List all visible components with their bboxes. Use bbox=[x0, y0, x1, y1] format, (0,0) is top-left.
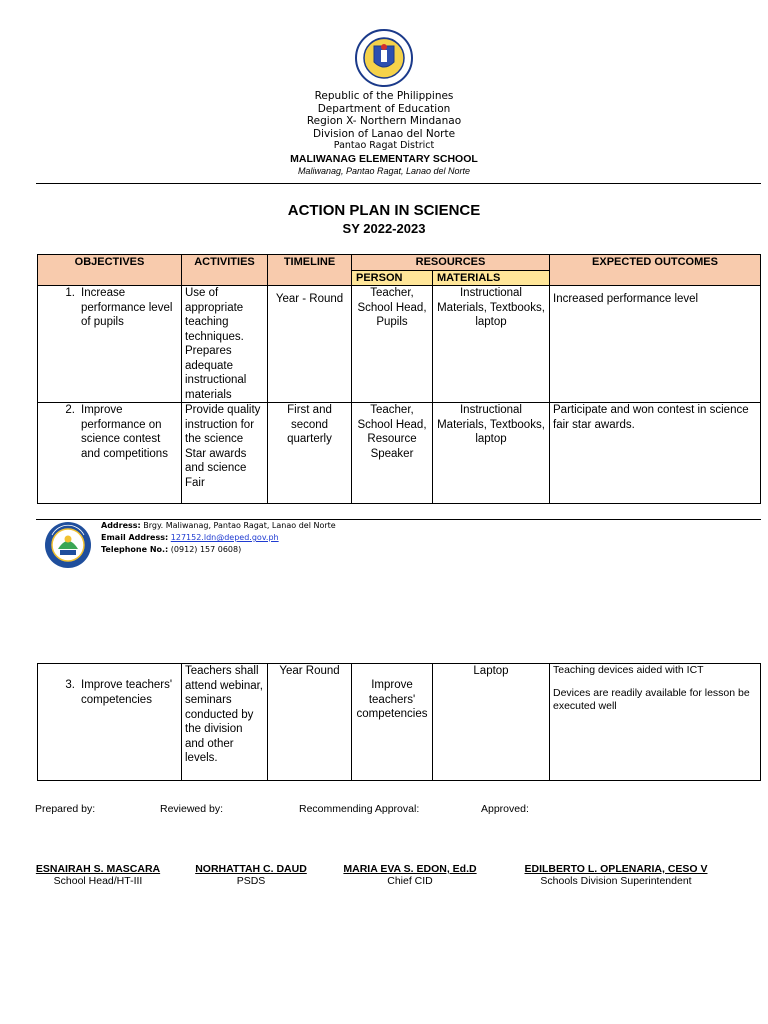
signatory-name: ESNAIRAH S. MASCARA bbox=[35, 863, 161, 875]
outcome-cell: Participate and won contest in science fair star awards. bbox=[550, 403, 761, 504]
header-line-department: Department of Education bbox=[317, 102, 451, 115]
header-school-name: MALIWANAG ELEMENTARY SCHOOL bbox=[290, 152, 478, 165]
activity-cell: Provide quality instruction for the science Star awards and science Fair bbox=[182, 403, 268, 504]
table-row bbox=[38, 403, 761, 504]
person-cell: Teacher, School Head, Resource Speaker bbox=[352, 403, 433, 504]
footer-contact bbox=[101, 520, 336, 556]
phone-label: Telephone No.: bbox=[101, 545, 169, 554]
header-line-republic: Republic of the Philippines bbox=[314, 90, 454, 102]
header-line-region: Region X- Northern Mindanao bbox=[306, 115, 462, 127]
signatory-title: PSDS bbox=[236, 875, 266, 887]
signatory-reviewed bbox=[186, 863, 316, 887]
header-timeline: TIMELINE bbox=[268, 255, 352, 286]
signatory-name: EDILBERTO L. OPLENARIA, CESO V bbox=[524, 863, 708, 875]
activity-cell: Teachers shall attend webinar, seminars conducted by the division and other levels. bbox=[182, 664, 268, 781]
outcome-cell bbox=[550, 664, 761, 781]
page-title: ACTION PLAN IN SCIENCE bbox=[287, 202, 481, 219]
table-row bbox=[38, 286, 761, 403]
deped-seal-icon bbox=[354, 28, 414, 88]
prepared-by-label: Prepared by: bbox=[35, 803, 96, 815]
header-line-division: Division of Lanao del Norte bbox=[312, 127, 456, 140]
row-number: 2. bbox=[65, 404, 75, 416]
outcome-line: Devices are readily available for lesson be executed well bbox=[553, 687, 750, 712]
school-logo-icon bbox=[44, 521, 92, 569]
recommending-approval-label: Recommending Approval: bbox=[299, 803, 420, 815]
outcome-cell: Increased performance level bbox=[550, 286, 761, 403]
email-link[interactable]: 127152.ldn@deped.gov.ph bbox=[170, 533, 279, 542]
signatory-prepared bbox=[30, 863, 166, 887]
letterhead bbox=[0, 28, 768, 178]
header-materials: MATERIALS bbox=[433, 270, 550, 286]
materials-cell: Instructional Materials, Textbooks, laptop bbox=[433, 403, 550, 504]
header-resources: RESOURCES bbox=[352, 255, 550, 271]
header-divider bbox=[36, 183, 761, 184]
outcome-line: Teaching devices aided with ICT bbox=[553, 664, 704, 676]
objective-cell bbox=[38, 286, 182, 403]
signatory-name: MARIA EVA S. EDON, Ed.D bbox=[343, 863, 477, 875]
action-plan-table-continued bbox=[37, 663, 761, 781]
objective-text: Increase performance level of pupils bbox=[81, 287, 173, 328]
objective-cell bbox=[38, 664, 182, 781]
action-plan-table bbox=[37, 254, 761, 504]
row-number: 1. bbox=[65, 287, 75, 299]
timeline-cell: First and second quarterly bbox=[268, 403, 352, 504]
footer-address: Brgy. Maliwanag, Pantao Ragat, Lanao del Norte bbox=[143, 521, 336, 530]
page-footer bbox=[38, 519, 758, 569]
materials-cell: Instructional Materials, Textbooks, laptop bbox=[433, 286, 550, 403]
signatory-title: Chief CID bbox=[387, 875, 433, 887]
signatory-name: NORHATTAH C. DAUD bbox=[195, 863, 307, 875]
signatory-title: School Head/HT-III bbox=[53, 875, 143, 887]
email-label: Email Address: bbox=[101, 533, 169, 542]
objective-cell bbox=[38, 403, 182, 504]
page-subtitle: SY 2022-2023 bbox=[342, 221, 426, 236]
approved-label: Approved: bbox=[481, 803, 529, 815]
header-expected-outcomes: EXPECTED OUTCOMES bbox=[550, 255, 761, 286]
person-cell: Improve teachers' competencies bbox=[352, 664, 433, 781]
table-row bbox=[38, 664, 761, 781]
header-school-address: Maliwanag, Pantao Ragat, Lanao del Norte bbox=[297, 166, 471, 176]
header-person: PERSON bbox=[352, 270, 433, 286]
footer-phone: (0912) 157 0608) bbox=[170, 545, 242, 554]
signatory-recommending bbox=[334, 863, 486, 887]
header-district: Pantao Ragat District bbox=[333, 140, 435, 151]
address-label: Address: bbox=[101, 521, 141, 530]
row-number: 3. bbox=[65, 679, 75, 691]
objective-text: Improve teachers' competencies bbox=[81, 679, 173, 706]
header-activities: ACTIVITIES bbox=[182, 255, 268, 286]
activity-cell: Use of appropriate teaching techniques. Prepares adequate instructional materials bbox=[182, 286, 268, 403]
objective-text: Improve performance on science contest and competitions bbox=[81, 404, 168, 460]
reviewed-by-label: Reviewed by: bbox=[160, 803, 224, 815]
signatory-approved bbox=[512, 863, 720, 887]
timeline-cell: Year - Round bbox=[268, 286, 352, 403]
signatory-title: Schools Division Superintendent bbox=[540, 875, 692, 887]
materials-cell: Laptop bbox=[433, 664, 550, 781]
header-objectives: OBJECTIVES bbox=[38, 255, 182, 286]
person-cell: Teacher, School Head, Pupils bbox=[352, 286, 433, 403]
timeline-cell: Year Round bbox=[268, 664, 352, 781]
